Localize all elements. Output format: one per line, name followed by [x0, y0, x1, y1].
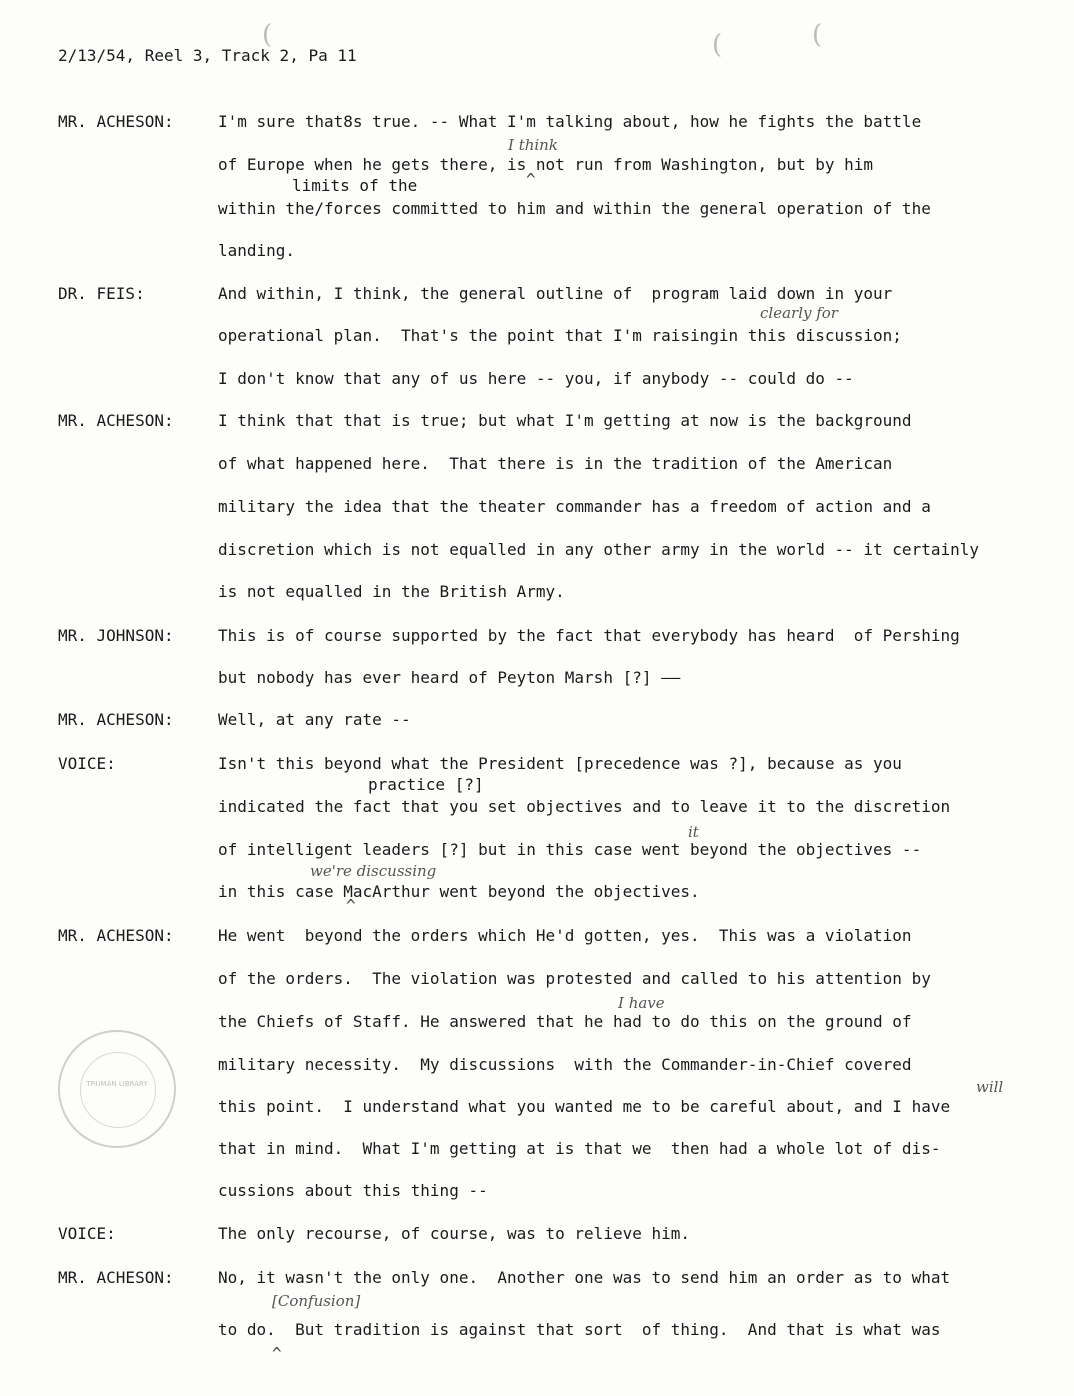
transcript-line: And within, I think, the general outline of program laid down in your [218, 284, 893, 303]
transcript-line: cussions about this thing -- [218, 1181, 488, 1200]
handwritten-annotation: we're discussing [310, 862, 437, 880]
transcript-line: indicated the fact that you set objectives and to leave it to the discretion [218, 797, 951, 816]
handwritten-annotation: I have [618, 994, 665, 1012]
speaker-label: MR. ACHESON: [58, 710, 174, 729]
handwritten-annotation: I think [508, 136, 558, 154]
stamp-inner-ring [80, 1052, 156, 1128]
transcript-line: military the idea that the theater commander has a freedom of action and a [218, 497, 931, 516]
speaker-label: MR. ACHESON: [58, 1268, 174, 1287]
transcript-line: this point. I understand what you wanted me to be careful about, and I have [218, 1097, 951, 1116]
page-header: 2/13/54, Reel 3, Track 2, Pa 11 [58, 46, 357, 65]
transcript-line: in this case MacArthur went beyond the objectives. [218, 882, 700, 901]
transcript-line: is not equalled in the British Army. [218, 582, 565, 601]
transcript-line: Well, at any rate -- [218, 710, 411, 729]
speaker-label: MR. ACHESON: [58, 411, 174, 430]
transcript-line: within the/forces committed to him and within the general operation of the [218, 199, 931, 218]
pencil-mark-icon: ( [812, 20, 823, 50]
typed-insertion: limits of the [292, 176, 418, 195]
handwritten-annotation: [Confusion] [272, 1292, 361, 1310]
handwritten-annotation: it [688, 823, 699, 841]
transcript-line: discretion which is not equalled in any other army in the world -- it certainly [218, 540, 979, 559]
transcript-line: of what happened here. That there is in the tradition of the American [218, 454, 893, 473]
transcript-line: This is of course supported by the fact that everybody has heard of Pershing [218, 626, 960, 645]
transcript-line: the Chiefs of Staff. He answered that he had to do this on the ground of [218, 1012, 912, 1031]
pencil-mark-icon: ( [262, 20, 273, 50]
transcript-line: landing. [218, 241, 296, 260]
transcript-line: but nobody has ever heard of Peyton Marsh [?] —— [218, 668, 681, 687]
speaker-label: VOICE: [58, 1224, 116, 1243]
handwritten-annotation: will [976, 1078, 1004, 1096]
speaker-label: DR. FEIS: [58, 284, 145, 303]
transcript-line: I'm sure that8s true. -- What I'm talking about, how he fights the battle [218, 112, 922, 131]
stamp-text: TRUMAN LIBRARY [86, 1080, 148, 1088]
insertion-caret-icon: ^ [272, 1344, 282, 1363]
speaker-label: MR. ACHESON: [58, 112, 174, 131]
transcript-line: He went beyond the orders which He'd gotten, yes. This was a violation [218, 926, 912, 945]
transcript-line: of the orders. The violation was protested and called to his attention by [218, 969, 931, 988]
pencil-mark-icon: ( [712, 30, 723, 60]
transcript-line: to do. But tradition is against that sort of thing. And that is what was [218, 1320, 941, 1339]
typed-insertion: practice [?] [368, 775, 484, 794]
transcript-line: that in mind. What I'm getting at is that we then had a whole lot of dis- [218, 1139, 941, 1158]
transcript-line: I think that that is true; but what I'm getting at now is the background [218, 411, 912, 430]
transcript-line: of intelligent leaders [?] but in this case went beyond the objectives -- [218, 840, 922, 859]
transcript-line: The only recourse, of course, was to relieve him. [218, 1224, 691, 1243]
transcript-line: of Europe when he gets there, is not run from Washington, but by him [218, 155, 874, 174]
transcript-line: No, it wasn't the only one. Another one was to send him an order as to what [218, 1268, 951, 1287]
speaker-label: VOICE: [58, 754, 116, 773]
insertion-caret-icon: ^ [346, 896, 356, 915]
transcript-line: I don't know that any of us here -- you, if anybody -- could do -- [218, 369, 854, 388]
speaker-label: MR. ACHESON: [58, 926, 174, 945]
handwritten-annotation: clearly for [760, 304, 838, 322]
insertion-caret-icon: ^ [526, 170, 536, 189]
archive-stamp [58, 1030, 176, 1148]
transcript-line: Isn't this beyond what the President [precedence was ?], because as you [218, 754, 902, 773]
transcript-line: military necessity. My discussions with the Commander-in-Chief covered [218, 1055, 912, 1074]
speaker-label: MR. JOHNSON: [58, 626, 174, 645]
transcript-line: operational plan. That's the point that I'm raisingin this discussion; [218, 326, 902, 345]
